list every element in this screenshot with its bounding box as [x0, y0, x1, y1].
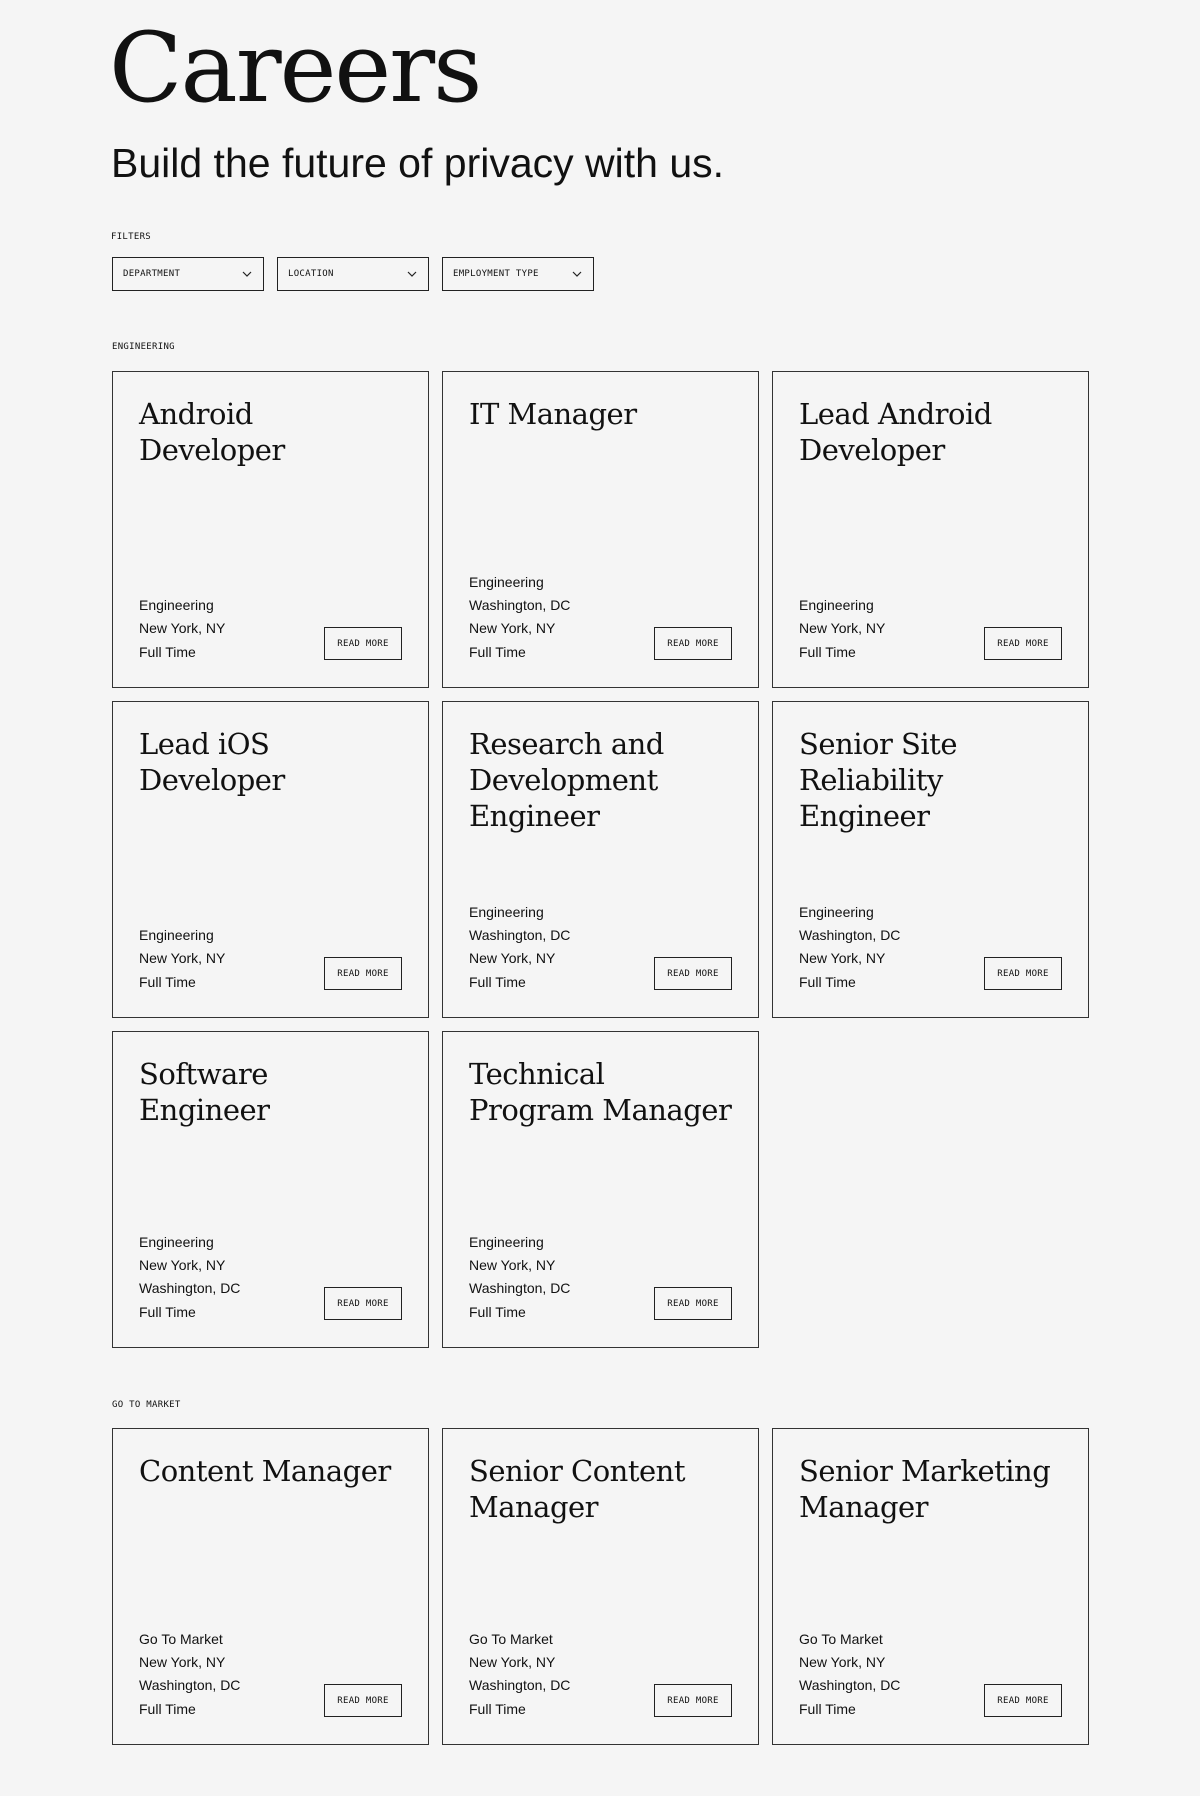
job-department: Engineering	[139, 1233, 214, 1250]
read-more-button[interactable]: READ MORE	[654, 627, 732, 660]
job-employment-type: Full Time	[469, 1700, 526, 1717]
job-title: Senior Site Reliability Engineer	[799, 727, 957, 833]
job-employment-type: Full Time	[799, 643, 856, 660]
read-more-button[interactable]: READ MORE	[324, 627, 402, 660]
job-department: Go To Market	[799, 1630, 883, 1647]
job-employment-type: Full Time	[139, 643, 196, 660]
job-department: Engineering	[799, 597, 874, 614]
job-title: Technical Program Manager	[469, 1057, 732, 1127]
read-more-button[interactable]: READ MORE	[654, 1287, 732, 1320]
job-employment-type: Full Time	[469, 643, 526, 660]
job-department: Engineering	[139, 927, 214, 944]
job-meta	[139, 924, 225, 994]
job-employment-type: Full Time	[799, 1700, 856, 1717]
job-location: New York, NY	[799, 620, 886, 637]
read-more-button[interactable]: READ MORE	[654, 1684, 732, 1717]
job-location: New York, NY	[139, 1257, 226, 1274]
job-location: Washington, DC	[139, 1280, 241, 1297]
read-more-button[interactable]: READ MORE	[984, 627, 1062, 660]
job-location: New York, NY	[469, 1654, 556, 1671]
job-card	[442, 701, 759, 1018]
job-title: Lead Android Developer	[799, 397, 992, 467]
job-location: New York, NY	[469, 1257, 556, 1274]
job-employment-type: Full Time	[469, 973, 526, 990]
read-more-button[interactable]: READ MORE	[654, 957, 732, 990]
job-department: Engineering	[469, 1233, 544, 1250]
job-card	[772, 1428, 1089, 1745]
location-filter-label: LOCATION	[288, 269, 334, 279]
job-meta	[799, 1628, 900, 1721]
job-department: Engineering	[469, 903, 544, 920]
filters-bar	[112, 257, 594, 291]
job-location: Washington, DC	[469, 597, 571, 614]
job-location: Washington, DC	[799, 927, 901, 944]
job-title: Senior Marketing Manager	[799, 1454, 1051, 1524]
job-location: New York, NY	[139, 620, 226, 637]
section-label-go-to-market: GO TO MARKET	[112, 1400, 181, 1410]
job-location: New York, NY	[139, 1654, 226, 1671]
job-grid-go-to-market	[112, 1428, 1089, 1745]
job-meta	[469, 571, 570, 664]
job-title: Senior Content Manager	[469, 1454, 685, 1524]
job-employment-type: Full Time	[139, 973, 196, 990]
job-location: Washington, DC	[799, 1677, 901, 1694]
job-card	[442, 1031, 759, 1348]
job-meta	[799, 594, 885, 664]
job-title: Lead iOS Developer	[139, 727, 285, 797]
job-card	[772, 701, 1089, 1018]
employment-type-filter[interactable]	[442, 257, 594, 291]
read-more-button[interactable]: READ MORE	[324, 1684, 402, 1717]
job-department: Engineering	[139, 597, 214, 614]
filters-label: FILTERS	[111, 232, 152, 242]
job-department: Engineering	[799, 903, 874, 920]
job-meta	[469, 1231, 570, 1324]
job-card	[112, 371, 429, 688]
read-more-button[interactable]: READ MORE	[984, 957, 1062, 990]
job-location: New York, NY	[799, 950, 886, 967]
chevron-down-icon	[571, 268, 583, 280]
job-department: Engineering	[469, 573, 544, 590]
job-title: Content Manager	[139, 1454, 391, 1488]
job-employment-type: Full Time	[799, 973, 856, 990]
job-department: Go To Market	[139, 1630, 223, 1647]
job-meta	[139, 1628, 240, 1721]
job-meta	[139, 1231, 240, 1324]
job-location: New York, NY	[469, 620, 556, 637]
job-grid-engineering	[112, 371, 1089, 1348]
chevron-down-icon	[406, 268, 418, 280]
read-more-button[interactable]: READ MORE	[984, 1684, 1062, 1717]
job-card	[112, 1428, 429, 1745]
job-employment-type: Full Time	[139, 1700, 196, 1717]
read-more-button[interactable]: READ MORE	[324, 1287, 402, 1320]
job-meta	[469, 1628, 570, 1721]
job-location: New York, NY	[799, 1654, 886, 1671]
employment-type-filter-label: EMPLOYMENT TYPE	[453, 269, 539, 279]
page-subtitle: Build the future of privacy with us.	[111, 140, 725, 186]
read-more-button[interactable]: READ MORE	[324, 957, 402, 990]
job-card	[442, 1428, 759, 1745]
job-location: Washington, DC	[469, 1677, 571, 1694]
job-card	[772, 371, 1089, 688]
job-title: Software Engineer	[139, 1057, 270, 1127]
chevron-down-icon	[241, 268, 253, 280]
job-department: Go To Market	[469, 1630, 553, 1647]
job-card	[112, 701, 429, 1018]
section-label-engineering: ENGINEERING	[112, 342, 175, 352]
location-filter[interactable]	[277, 257, 429, 291]
job-location: New York, NY	[469, 950, 556, 967]
job-meta	[469, 901, 570, 994]
department-filter[interactable]	[112, 257, 264, 291]
job-location: Washington, DC	[469, 927, 571, 944]
job-meta	[139, 594, 225, 664]
job-title: Android Developer	[139, 397, 285, 467]
job-card	[112, 1031, 429, 1348]
job-title: Research and Development Engineer	[469, 727, 664, 833]
job-location: Washington, DC	[469, 1280, 571, 1297]
job-card	[442, 371, 759, 688]
job-employment-type: Full Time	[139, 1303, 196, 1320]
department-filter-label: DEPARTMENT	[123, 269, 181, 279]
job-location: New York, NY	[139, 950, 226, 967]
page-title: Careers	[109, 12, 481, 124]
job-meta	[799, 901, 900, 994]
job-employment-type: Full Time	[469, 1303, 526, 1320]
job-location: Washington, DC	[139, 1677, 241, 1694]
job-title: IT Manager	[469, 397, 637, 431]
